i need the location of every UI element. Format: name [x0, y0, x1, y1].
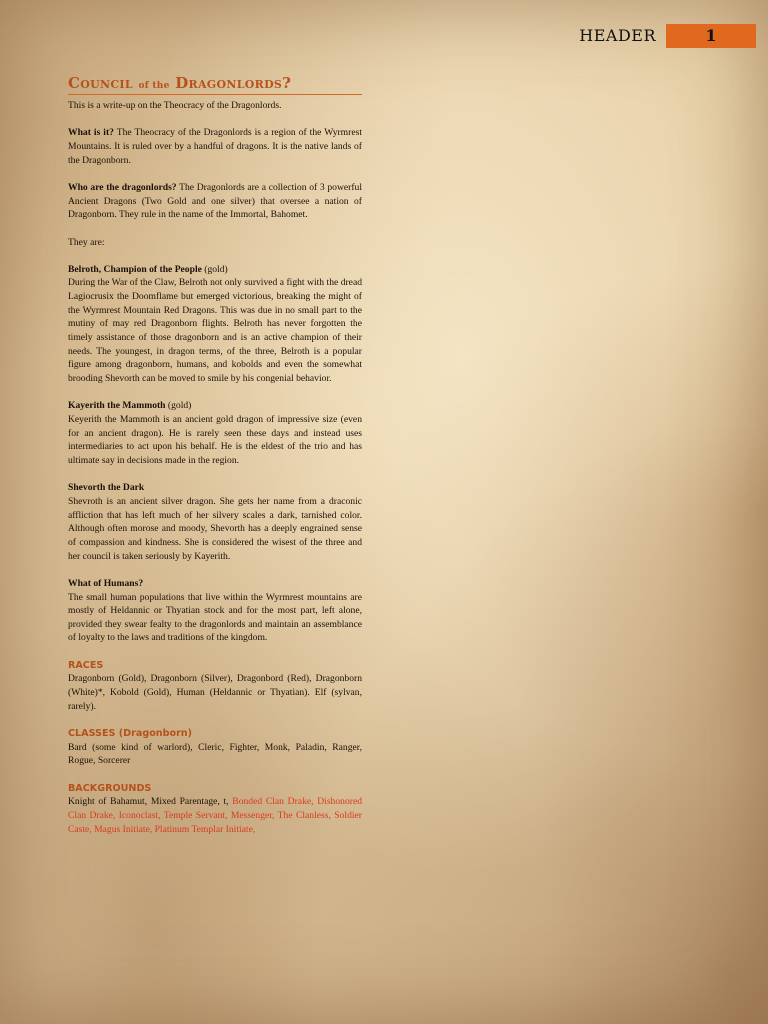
what-is-it-paragraph [68, 126, 362, 167]
title-part-2: of the [138, 81, 170, 91]
who-are-paragraph [68, 181, 362, 222]
article [68, 74, 362, 836]
backgrounds-heading: BACKGROUNDS [68, 782, 152, 794]
who-are-text: The Dragonlords are a collection of 3 powerful Ancient Dragons (Two Gold and one silver) that oversee a nation of Dragonborn. They rule in the name of the Immortal, Bahomet. [68, 181, 362, 221]
belroth-text: During the War of the Claw, Belroth not only survived a fight with the dread Lagiocrusix the Doomflame but emerged victorious, breaking the might of the Wyrmrest Mountain Red Dragons. This was due in no small part to the mutiny of may red Dragonborn flights. Belroth has never forgotten the timely assistance of those dragonborn and is an active champion of their needs. The youngest, in dragon terms, of the three, Belroth is a popular figure among dragonborn, humans, and kobolds and even the somewhat brooding Shevorth can be moved to smile by his congenial behavior. [68, 277, 362, 385]
races-heading: RACES [68, 659, 104, 671]
page-title [68, 74, 362, 95]
belroth-tag: (gold) [201, 263, 228, 275]
belroth-heading [68, 263, 362, 277]
header-label: HEADER [579, 26, 656, 45]
page-number: 1 [666, 24, 756, 48]
title-part-3: Dragonlords? [175, 74, 292, 92]
they-are-paragraph: They are: [68, 236, 105, 248]
kayerith-text: Keyerith the Mammoth is an ancient gold dragon of impressive size (even for an ancient dragon). He is rarely seen these days and instead uses intermediaries to act upon his behalf. He is the eldest of the trio and has ultimate say in decisions made in the region. [68, 414, 362, 466]
kayerith-heading [68, 399, 362, 413]
who-are-lead: Who are the dragonlords? [68, 181, 177, 193]
shevorth-heading [68, 481, 362, 495]
classes-text: Bard (some kind of warlord), Cleric, Fighter, Monk, Paladin, Ranger, Rogue, Sorcerer [68, 741, 362, 767]
backgrounds-text [68, 795, 362, 836]
classes-heading: CLASSES (Dragonborn) [68, 728, 193, 740]
backgrounds-highlighted: Bonded Clan Drake, Dishonored Clan Drake, Iconoclast, Temple Servant, Messenger, The Clanless, Soldier Caste, Magus Initiate, Platinum Templar Initiate, [68, 796, 362, 835]
what-is-it-text: The Theocracy of the Dragonlords is a region of the Wyrmrest Mountains. It is ruled over by a handful of dragons. It is the native lands of the Dragonborn. [68, 127, 362, 166]
kayerith-name: Kayerith the Mammoth [68, 400, 166, 412]
backgrounds-plain: Knight of Bahamut, Mixed Parentage, t, [68, 796, 233, 808]
kayerith-tag: (gold) [165, 400, 192, 412]
humans-lead: What of Humans? [68, 577, 144, 589]
races-text: Dragonborn (Gold), Dragonborn (Silver), Dragonbord (Red), Dragonborn (White)*, Kobold (Gold), Human (Heldannic or Thyatian). Elf (sylvan, rarely). [68, 673, 362, 712]
humans-heading [68, 577, 362, 591]
title-part-1: Council [68, 74, 133, 92]
belroth-name: Belroth, Champion of the People [68, 263, 202, 275]
shevorth-text: Shevroth is an ancient silver dragon. She gets her name from a draconic affliction that has left much of her silvery scales a dark, tarnished color. Although often morose and moody, Shevorth has a deeply engrained sense of compassion and kindness. She is considered the wisest of the three and her council is taken seriously by Kayerith. [68, 495, 362, 562]
humans-text: The small human populations that live within the Wyrmrest mountains are mostly of Heldannic or Thyatian stock and for the most part, left alone, provided they swear fealty to the dragonlords and maintain an assemblance of loyalty to the laws and traditions of the kingdom. [68, 591, 362, 644]
shevorth-name: Shevorth the Dark [68, 482, 145, 494]
what-is-it-lead: What is it? [68, 127, 114, 139]
page-header [579, 24, 756, 48]
intro-paragraph: This is a write-up on the Theocracy of the Dragonlords. [68, 100, 282, 111]
